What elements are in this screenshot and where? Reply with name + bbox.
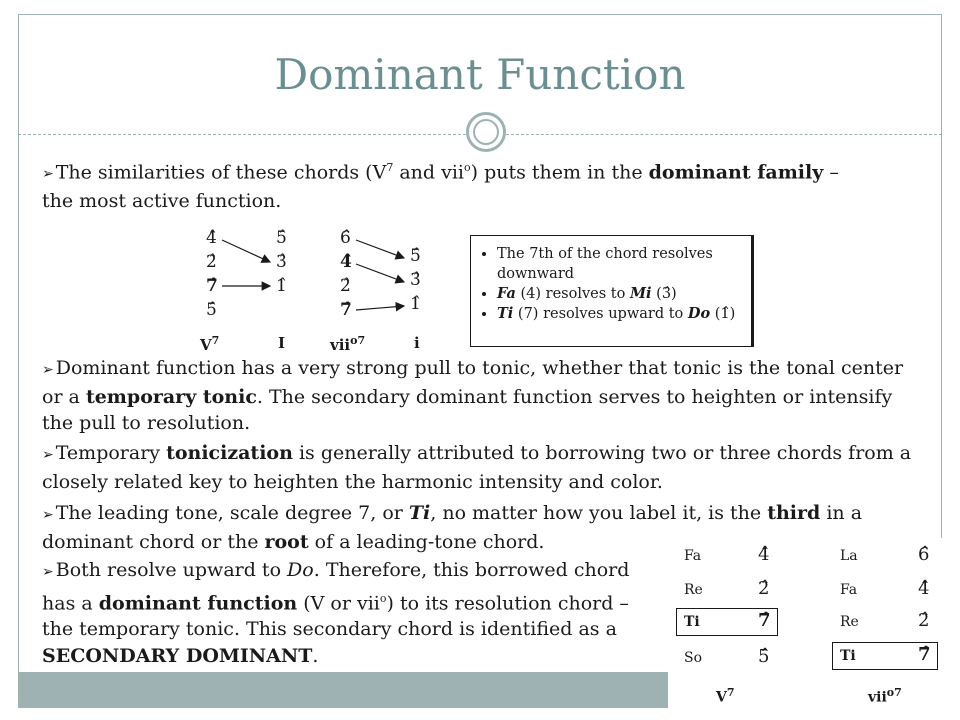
vii-deg-2: 2̂	[918, 610, 930, 631]
I-degree-3: 3̂	[276, 252, 287, 272]
bullet-arrow-icon: ➢	[42, 447, 54, 463]
v7-deg-5: 5̂	[758, 646, 770, 667]
i-degree-1: 1̂	[410, 294, 421, 314]
note-item-3: • Ti (7) resolves upward to Do (1̂)	[497, 304, 741, 324]
title-divider-right	[506, 134, 942, 135]
label-I: I	[278, 334, 286, 352]
v7-degree-2: 2̂	[206, 252, 217, 272]
chord-table-inset	[668, 538, 948, 720]
I-degree-5: 5̂	[276, 228, 287, 248]
v7-name-re: Re	[684, 582, 703, 598]
vii-deg-7: 7̂	[918, 644, 931, 665]
v7-deg-4: 4̂	[758, 544, 770, 565]
vii-degree-2: 2̂	[340, 276, 351, 296]
arrow-6-to-5-icon	[356, 240, 404, 258]
i-degree-5: 5̂	[410, 246, 421, 266]
v7-deg-2: 2̂	[758, 578, 770, 599]
vii-degree-7: 7̂	[340, 300, 352, 320]
bullet-1: ➢ The similarities of these chords ($V^7$ and vii$^o$) puts them in the dominant family – the most active function.	[42, 161, 839, 212]
vii-name-re: Re	[840, 614, 859, 630]
note-item-1: • The 7th of the chord resolves downward	[497, 244, 741, 284]
arrow-4-to-3-icon	[222, 240, 270, 262]
v7-deg-7: 7̂	[758, 610, 771, 631]
v7-name-fa: Fa	[684, 548, 702, 564]
vii-name-la: La	[840, 548, 858, 564]
v7-degree-4: 4̂	[206, 228, 217, 248]
arrow-4-to-3b-icon	[356, 264, 404, 282]
circle-ornament-icon	[466, 112, 506, 152]
label-vii: vii$^{o7}$	[330, 334, 366, 354]
vii-deg-6: 6̂	[918, 544, 930, 565]
I-degree-1: 1̂	[276, 276, 287, 296]
slide-title: Dominant Function	[274, 50, 686, 99]
v7-name-so: So	[684, 650, 703, 666]
bullet-arrow-icon: ➢	[42, 166, 54, 183]
title-divider-left	[18, 134, 466, 135]
vii-degree-4: 4̂	[340, 252, 352, 272]
v7-chord-label: $V^7$	[716, 686, 735, 706]
v7-name-ti: Ti	[684, 614, 700, 630]
resolution-notes-box	[470, 235, 754, 347]
note-item-2: • Fa (4) resolves to Mi (3̂)	[497, 284, 741, 304]
vii-name-fa: Fa	[840, 582, 858, 598]
v7-degree-7: 7̂	[206, 276, 218, 296]
vii-chord-label: vii$^{o7}$	[868, 686, 902, 706]
vii-degree-6: 6̂	[340, 228, 351, 248]
bullet-arrow-icon: ➢	[42, 507, 54, 523]
resolution-arrows	[190, 228, 430, 328]
arrow-7-to-1b-icon	[356, 306, 404, 310]
bullet-4: ➢ The leading tone, scale degree 7, or Ti, no matter how you label it, is the third in a dominant chord or the root of a leading-tone chord.	[42, 502, 863, 553]
bullet-arrow-icon: ➢	[42, 362, 54, 378]
v7-degree-5: 5̂	[206, 300, 217, 320]
bullet-3: ➢ Temporary tonicization is generally attributed to borrowing two or three chords from a closely related key to heighten the harmonic intensity and color.	[42, 442, 912, 493]
bullet-arrow-icon: ➢	[42, 564, 54, 580]
resolution-diagram	[190, 228, 430, 358]
label-v7: $V^7$	[200, 334, 220, 354]
bullet-2: ➢ Dominant function has a very strong pull to tonic, whether that tonic is the tonal center or a temporary tonic. The secondary dominant function serves to heighten or intensify the pull to resolution.	[42, 357, 904, 434]
label-i: i	[414, 334, 420, 352]
i-degree-3: 3̂	[410, 270, 421, 290]
vii-deg-4: 4̂	[918, 578, 930, 599]
bullet-5: ➢ Both resolve upward to Do. Therefore, this borrowed chord has a dominant function (V or vii$^o$) to its resolution chord – the temporary tonic. This secondary chord is identified as a SECONDARY DOMINANT.	[42, 559, 630, 667]
vii-name-ti: Ti	[840, 648, 856, 664]
